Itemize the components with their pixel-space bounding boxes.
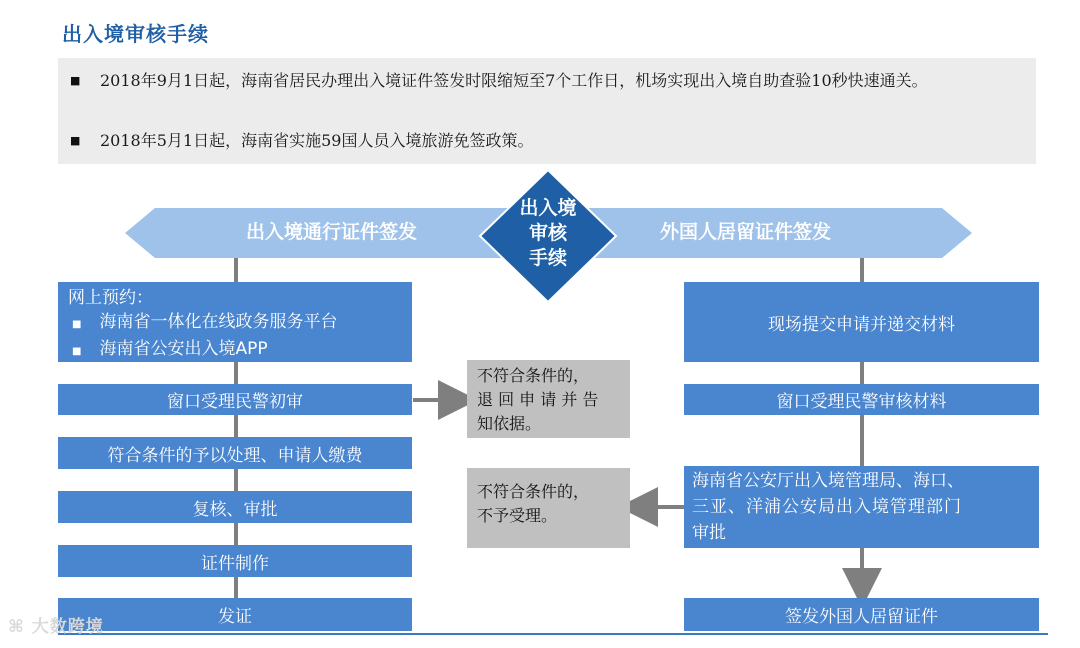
page-title: 出入境审核手续 bbox=[62, 22, 209, 46]
left-banner-label: 出入境通行证件签发 bbox=[246, 221, 418, 243]
step-window-review: 窗口受理民警初审 bbox=[58, 384, 412, 415]
step-submit-materials: 现场提交申请并递交材料 bbox=[684, 282, 1039, 362]
step-window-check: 窗口受理民警审核材料 bbox=[684, 384, 1039, 415]
step-approve: 复核、审批 bbox=[58, 491, 412, 523]
right-reject-box: 不符合条件的， 不予受理。 bbox=[467, 468, 630, 548]
note-text: 2018年5月1日起，海南省实施59国人员入境旅游免签政策。 bbox=[100, 131, 534, 150]
left-reject-box: 不符合条件的， 退 回 申 请 并 告 知依据。 bbox=[467, 360, 630, 438]
watermark: ⌘ 大数跨境 bbox=[8, 617, 104, 637]
step-produce: 证件制作 bbox=[58, 545, 412, 577]
bullet-icon: ■ bbox=[70, 74, 81, 87]
step-issue-residence: 签发外国人居留证件 bbox=[684, 598, 1039, 631]
step-process-payment: 符合条件的予以处理、申请人缴费 bbox=[58, 437, 412, 469]
note-text: 2018年9月1日起，海南省居民办理出入境证件签发时限缩短至7个工作日，机场实现出入境自助查验10秒快速通关。 bbox=[100, 71, 928, 90]
bullet-icon: ■ bbox=[72, 346, 82, 357]
step-issue: 发证 bbox=[58, 598, 412, 631]
online-booking-box: 网上预约： ■ 海南省一体化在线政务服务平台 ■ 海南省公安出入境APP bbox=[58, 282, 412, 362]
bullet-icon: ■ bbox=[72, 319, 82, 330]
watermark-icon: ⌘ bbox=[8, 617, 32, 637]
bullet-icon: ■ bbox=[70, 134, 81, 147]
bottom-rule bbox=[58, 633, 1048, 635]
right-banner-label: 外国人居留证件签发 bbox=[660, 221, 832, 243]
center-label: 出入境 审核 手续 bbox=[519, 197, 577, 269]
step-bureau-approve: 海南省公安厅出入境管理局、海口、 三亚、洋浦公安局出入境管理部门 审批 bbox=[684, 466, 1039, 548]
